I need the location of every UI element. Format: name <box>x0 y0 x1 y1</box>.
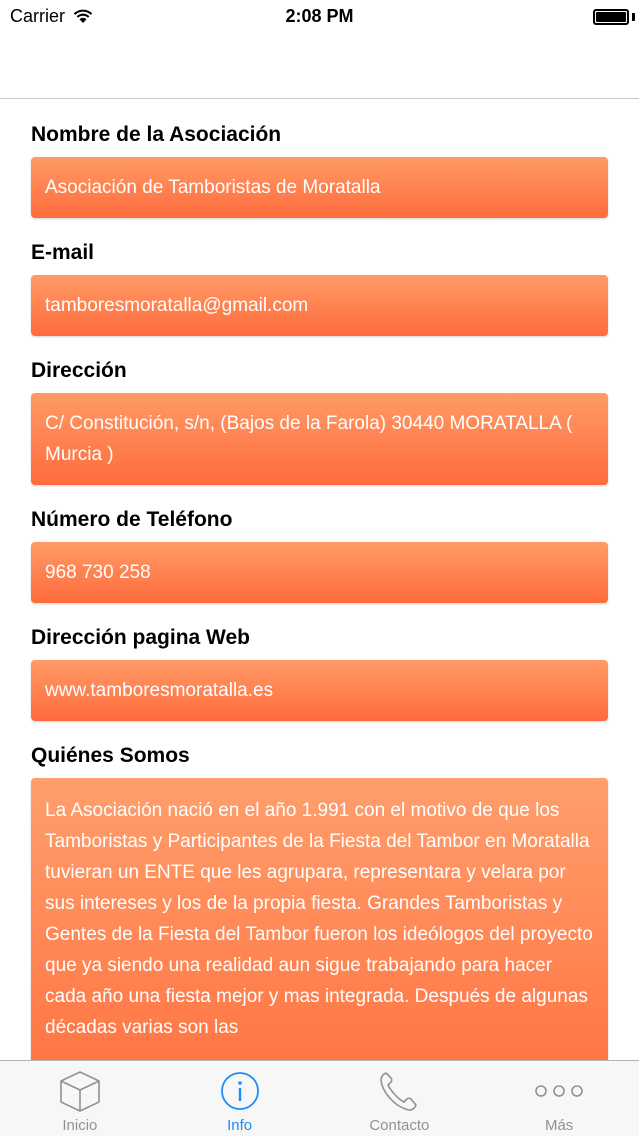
address-value: C/ Constitución, s/n, (Bajos de la Farola) 30440 MORATALLA ( Murcia ) <box>31 393 608 485</box>
email-label: E-mail <box>31 241 95 264</box>
carrier-name: Carrier <box>10 6 66 26</box>
battery-icon <box>593 9 629 25</box>
phone-icon <box>378 1069 420 1113</box>
website-value[interactable]: www.tamboresmoratalla.es <box>31 660 608 721</box>
phone-section <box>31 485 608 603</box>
info-content[interactable] <box>0 100 639 1060</box>
tab-contacto-label: Contacto <box>369 1117 430 1134</box>
tab-mas[interactable] <box>479 1061 639 1136</box>
status-time: 2:08 PM <box>285 6 354 26</box>
tab-contacto[interactable] <box>320 1061 480 1136</box>
about-section <box>31 721 608 1060</box>
cube-icon <box>57 1069 103 1113</box>
association-name-label: Nombre de la Asociación <box>31 123 282 146</box>
tab-mas-label: Más <box>544 1117 574 1134</box>
address-label: Dirección <box>31 359 127 382</box>
status-bar <box>0 0 639 34</box>
phone-label: Número de Teléfono <box>31 508 233 531</box>
tab-info-label: Info <box>227 1117 253 1134</box>
website-section <box>31 603 608 721</box>
about-value: La Asociación nació en el año 1.991 con el motivo de que los Tamboristas y Participantes de la Fiesta del Tambor en Moratalla tuvieran un ENTE que les agrupara, representara y velara por sus intereses y los de la propia fiesta. Grandes Tamboristas y Gentes de la Fiesta del Tambor fueron los ideólogos del proyecto que ya siendo una realidad aun sigue trabajando para hacer cada año una fiesta mejor y mas integrada. Después de algunas décadas varias son las <box>31 778 608 1060</box>
email-section <box>31 218 608 336</box>
phone-value[interactable]: 968 730 258 <box>31 542 608 603</box>
tab-inicio[interactable] <box>0 1061 160 1136</box>
address-section <box>31 336 608 485</box>
about-label: Quiénes Somos <box>31 744 190 767</box>
association-name-value: Asociación de Tamboristas de Moratalla <box>31 157 608 218</box>
info-icon <box>220 1069 260 1113</box>
navigation-bar <box>0 34 639 99</box>
battery-tip <box>632 13 635 21</box>
more-icon <box>534 1069 584 1113</box>
website-label: Dirección pagina Web <box>31 626 250 649</box>
tab-bar <box>0 1060 639 1136</box>
email-value[interactable]: tamboresmoratalla@gmail.com <box>31 275 608 336</box>
tab-inicio-label: Inicio <box>62 1117 98 1134</box>
tab-info[interactable] <box>160 1061 320 1136</box>
association-name-section <box>31 100 608 218</box>
